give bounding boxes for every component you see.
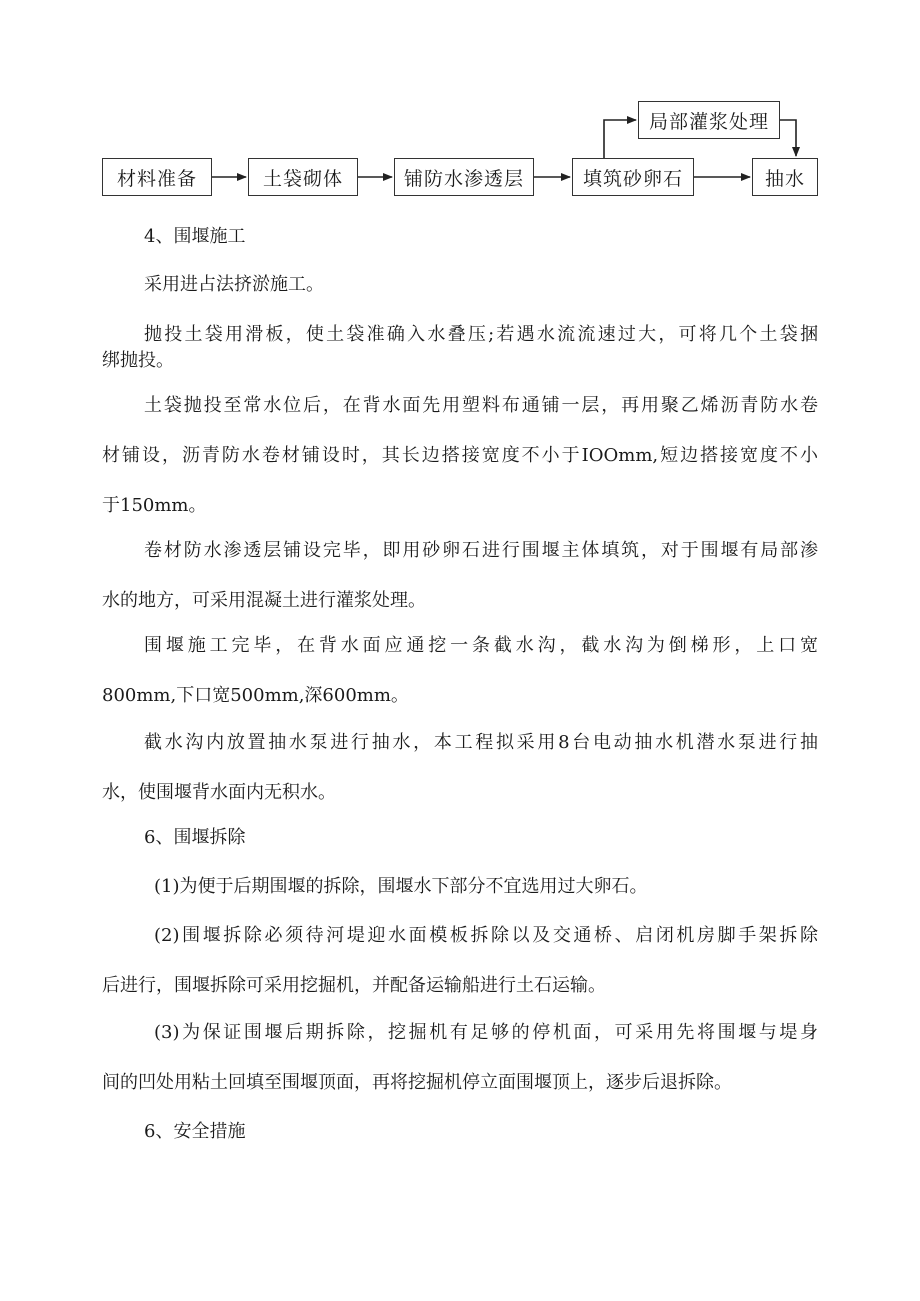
arrow-b4-b6 (604, 120, 636, 158)
paragraph-advance-method: 采用进占法挤淤施工。 (144, 274, 324, 295)
section-heading-safety-measures: 6、安全措施 (144, 1121, 246, 1142)
flow-box-local-grouting: 局部灌浆处理 (638, 101, 780, 139)
flow-box-pumping: 抽水 (752, 158, 818, 196)
flow-box-sandbag-masonry: 土袋砌体 (248, 158, 358, 196)
flow-box-waterproof-layer: 铺防水渗透层 (394, 158, 534, 196)
section-heading-cofferdam-construction: 4、围堰施工 (144, 226, 246, 247)
paragraph-drainage-ditch: 围堰施工完毕，在背水面应通挖一条截水沟，截水沟为倒梯形，上口宽 800mm,下口宽500mm,深600mm。 (102, 635, 818, 706)
section-heading-cofferdam-removal: 6、围堰拆除 (144, 827, 246, 848)
list-item-removal-1: (1)为便于后期围堰的拆除，围堰水下部分不宜选用过大卵石。 (154, 876, 648, 897)
flow-box-material-prep: 材料准备 (102, 158, 212, 196)
paragraph-sandbag-throwing: 抛投土袋用滑板，使土袋准确入水叠压;若遇水流流速过大，可将几个土袋捆 绑抛投。 (102, 324, 818, 371)
construction-flowchart (0, 0, 920, 210)
paragraph-gravel-filling: 卷材防水渗透层铺设完毕，即用砂卵石进行围堰主体填筑，对于围堰有局部渗 水的地方，可采用混凝土进行灌浆处理。 (102, 540, 818, 611)
paragraph-waterproof-membrane: 土袋抛投至常水位后，在背水面先用塑料布通铺一层，再用聚乙烯沥青防水卷 材铺设，沥青防水卷材铺设时，其长边搭接宽度不小于IOOmm,短边搭接宽度不小 于150mm。 (102, 395, 818, 516)
arrow-b6-b5 (780, 120, 796, 156)
paragraph-pumping: 截水沟内放置抽水泵进行抽水，本工程拟采用8台电动抽水机潜水泵进行抽 水，使围堰背水面内无积水。 (102, 732, 818, 803)
list-item-removal-3: (3)为保证围堰后期拆除，挖掘机有足够的停机面，可采用先将围堰与堤身 间的凹处用粘土回填至围堰顶面，再将挖掘机停立面围堰顶上，逐步后退拆除。 (102, 1022, 818, 1093)
flow-box-gravel-fill: 填筑砂卵石 (572, 158, 694, 196)
list-item-removal-2: (2)围堰拆除必须待河堤迎水面模板拆除以及交通桥、启闭机房脚手架拆除 后进行，围堰拆除可采用挖掘机，并配备运输船进行土石运输。 (102, 925, 818, 996)
